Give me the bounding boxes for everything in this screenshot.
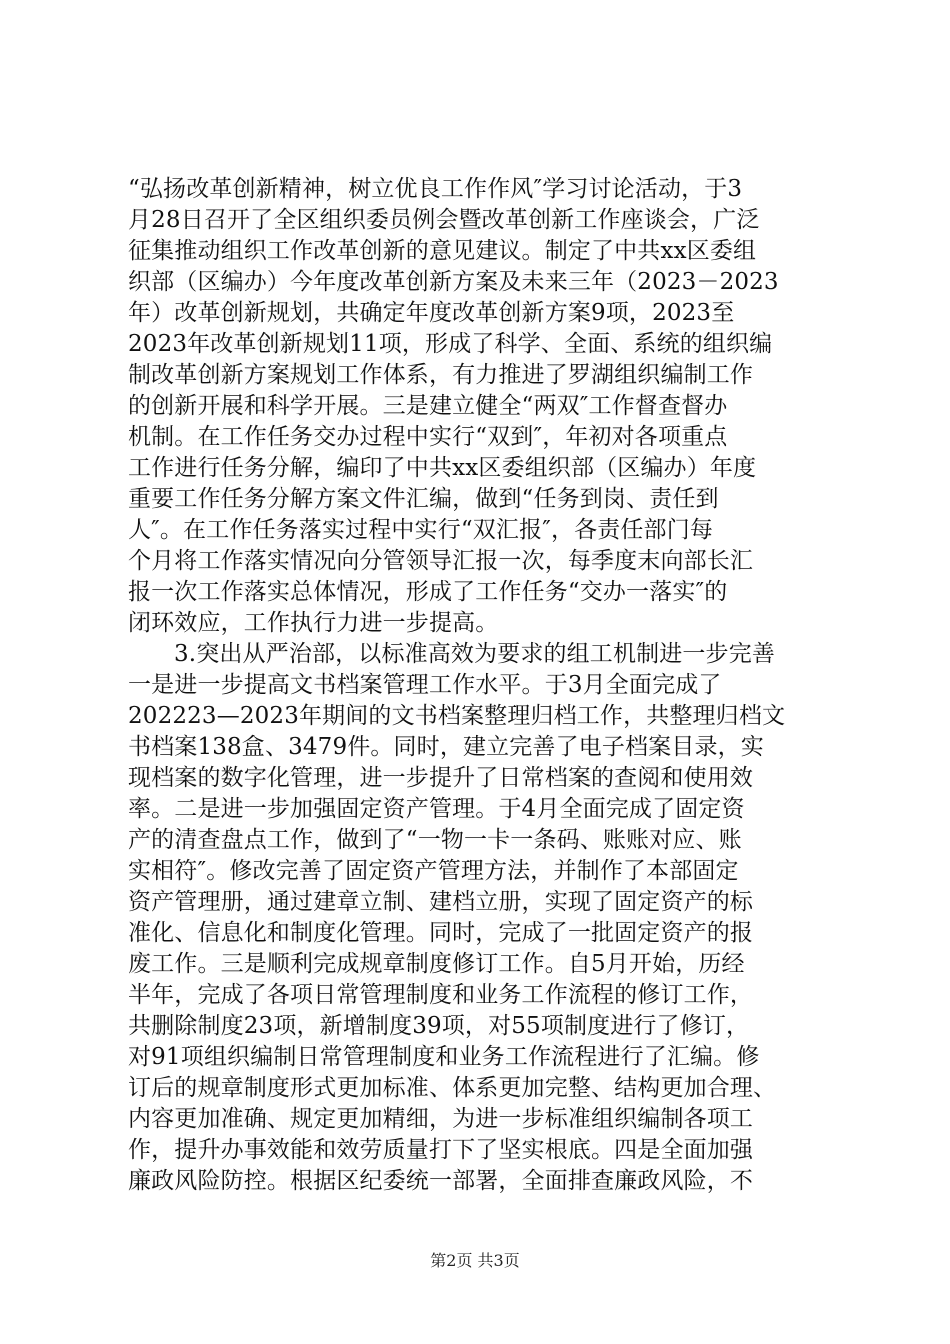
text-line: 实相符″。修改完善了固定资产管理方法，并制作了本部固定 [128, 858, 739, 884]
text-line: 现档案的数字化管理，进一步提升了日常档案的查阅和使用效 [128, 765, 754, 791]
text-line: 书档案138盒、3479件。同时，建立完善了电子档案目录，实 [128, 734, 764, 760]
text-line: 率。二是进一步加强固定资产管理。于4月全面完成了固定资 [128, 796, 745, 822]
text-line: 制改革创新方案规划工作体系，有力推进了罗湖组织编制工作 [128, 362, 754, 388]
text-line: 作，提升办事效能和效劳质量打下了坚实根底。四是全面加强 [128, 1137, 754, 1163]
text-line: 织部（区编办）今年度改革创新方案及未来三年（2023－2023 [128, 269, 779, 295]
text-line: 订后的规章制度形式更加标准、体系更加完整、结构更加合理、 [128, 1075, 777, 1101]
text-line: 准化、信息化和制度化管理。同时，完成了一批固定资产的报 [128, 920, 754, 946]
text-line: 重要工作任务分解方案文件汇编，做到“任务到岗、责任到 [128, 486, 719, 512]
text-line: 报一次工作落实总体情况，形成了工作任务“交办一落实″的 [128, 579, 728, 605]
text-line: 共删除制度23项，新增制度39项，对55项制度进行了修订， [128, 1013, 750, 1039]
text-line: 工作进行任务分解，编印了中共xx区委组织部（区编办）年度 [128, 455, 757, 481]
text-line: 202223—2023年期间的文书档案整理归档工作，共整理归档文 [128, 703, 786, 729]
text-line: 廉政风险防控。根据区纪委统一部署，全面排查廉政风险，不 [128, 1168, 754, 1194]
text-line: 年）改革创新规划，共确定年度改革创新方案9项，2023至 [128, 300, 735, 326]
text-line: 闭环效应，工作执行力进一步提高。 [128, 610, 499, 636]
text-line: 机制。在工作任务交办过程中实行“双到″，年初对各项重点 [128, 424, 728, 450]
text-line: 资产管理册，通过建章立制、建档立册，实现了固定资产的标 [128, 889, 754, 915]
page-number-footer: 第2页 共3页 [430, 1251, 520, 1270]
body-text [128, 174, 828, 1197]
text-line: 内容更加准确、规定更加精细，为进一步标准组织编制各项工 [128, 1106, 754, 1132]
text-line: 人″。在工作任务落实过程中实行“双汇报″，各责任部门每 [128, 517, 713, 543]
text-line: 产的清查盘点工作，做到了“一物一卡一条码、账账对应、账 [128, 827, 742, 853]
text-line: 对91项组织编制日常管理制度和业务工作流程进行了汇编。修 [128, 1044, 760, 1070]
text-line: 个月将工作落实情况向分管领导汇报一次，每季度末向部长汇 [128, 548, 754, 574]
text-line: 2023年改革创新规划11项，形成了科学、全面、系统的组织编 [128, 331, 773, 357]
text-line: 废工作。三是顺利完成规章制度修订工作。自5月开始，历经 [128, 951, 745, 977]
text-line: 一是进一步提高文书档案管理工作水平。于3月全面完成了 [128, 672, 722, 698]
text-line: 半年，完成了各项日常管理制度和业务工作流程的修订工作， [128, 982, 754, 1008]
text-line: 征集推动组织工作改革创新的意见建议。制定了中共xx区委组 [128, 238, 757, 264]
section-heading: 3.突出从严治部，以标准高效为要求的组工机制进一步完善 [174, 641, 775, 667]
text-line: 的创新开展和科学开展。三是建立健全“两双″工作督查督办 [128, 393, 728, 419]
text-line: 月28日召开了全区组织委员例会暨改革创新工作座谈会，广泛 [128, 207, 760, 233]
text-line: “弘扬改革创新精神，树立优良工作作风″学习讨论活动，于3 [128, 176, 743, 202]
